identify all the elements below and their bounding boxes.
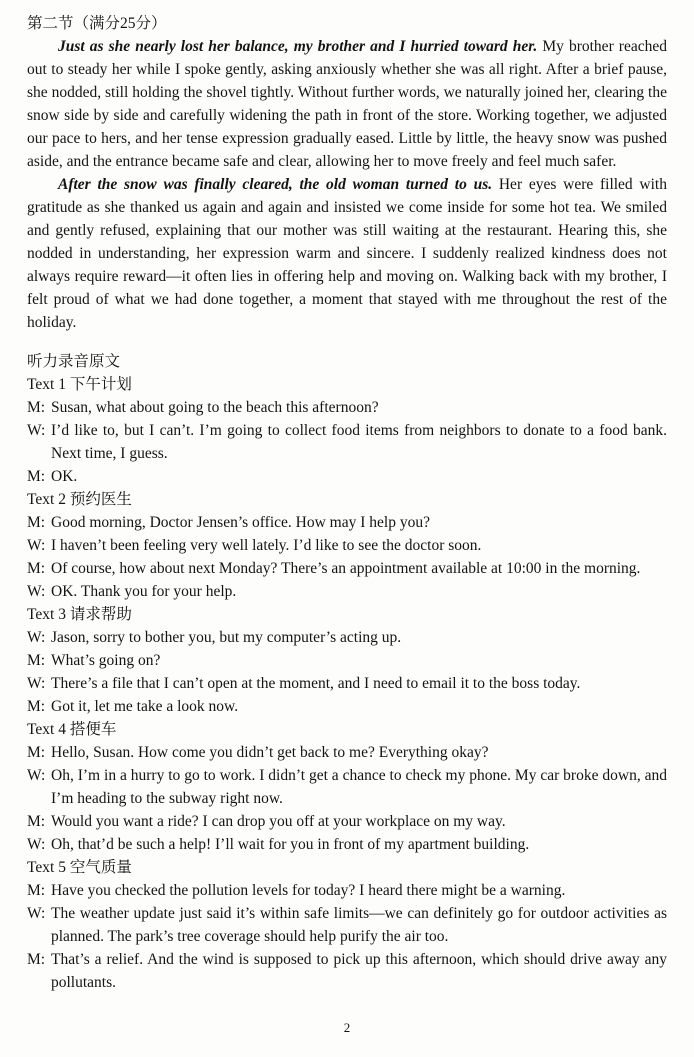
speech-text: OK. (51, 468, 78, 485)
speech-text: Oh, I’m in a hurry to go to work. I didn’t get a chance to check my phone. My car broke down, and I’m heading to the subway right now. (51, 767, 667, 807)
speaker-label: M: (27, 813, 46, 830)
paragraph-1-body: My brother reached out to steady her while I spoke gently, asking anxiously whether she was all right. After a brief pause, she nodded, still holding the shovel tightly. Without further words, we naturally joined her, clearing the snow side by side and carefully widening the path in front of the store. Working together, we adjusted our pace to hers, and her tense expression gradually eased. Little by little, the heavy snow was pushed aside, and the entrance became safe and clear, allowing her to move freely and feel much safer. (27, 38, 667, 170)
paragraph-2-lead: After the snow was finally cleared, the old woman turned to us. (58, 176, 493, 193)
speaker-label: M: (27, 882, 46, 899)
speech-text: Would you want a ride? I can drop you off at your workplace on my way. (51, 813, 506, 830)
dialogue-line (27, 534, 667, 557)
speaker-label: M: (27, 951, 46, 968)
dialogue-line (27, 764, 667, 810)
speaker-label: W: (27, 629, 46, 646)
speech-text: I’d like to, but I can’t. I’m going to collect food items from neighbors to donate to a food bank. Next time, I guess. (51, 422, 667, 462)
speaker-label: M: (27, 399, 46, 416)
text-title: Text 3 请求帮助 (27, 606, 132, 623)
speech-text: Have you checked the pollution levels for today? I heard there might be a warning. (51, 882, 566, 899)
dialogue-line (27, 833, 667, 856)
dialogue-line (27, 465, 667, 488)
transcript-sections (27, 373, 667, 994)
speaker-label: M: (27, 744, 46, 761)
transcript-heading: 听力录音原文 (27, 353, 121, 370)
speaker-label: W: (27, 905, 46, 922)
dialogue-line (27, 649, 667, 672)
dialogue-line (27, 672, 667, 695)
text-title: Text 2 预约医生 (27, 491, 132, 508)
paragraph-1-lead: Just as she nearly lost her balance, my brother and I hurried toward her. (58, 38, 538, 55)
speaker-label: M: (27, 652, 46, 669)
text-title: Text 1 下午计划 (27, 376, 132, 393)
speech-text: What’s going on? (51, 652, 161, 669)
speaker-label: W: (27, 836, 46, 853)
paragraph-2-body: Her eyes were filled with gratitude as she thanked us again and again and insisted we come inside for some hot tea. We smiled and gently refused, explaining that our mother was still waiting at the restaurant. Hearing this, she nodded in understanding, her expression warm and sincere. I suddenly realized kindness does not always require reward—it often lies in offering help and moving on. Walking back with my brother, I felt proud of what we had done together, a moment that stayed with me throughout the rest of the holiday. (27, 176, 667, 331)
speech-text: Oh, that’d be such a help! I’ll wait for you in front of my apartment building. (51, 836, 530, 853)
speaker-label: W: (27, 675, 46, 692)
dialogue-line (27, 879, 667, 902)
dialogue-line (27, 419, 667, 465)
page-number: 2 (343, 1020, 351, 1035)
speech-text: The weather update just said it’s within safe limits—we can definitely go for outdoor activities as planned. The park’s tree coverage should help purify the air too. (51, 905, 667, 945)
speaker-label: W: (27, 422, 46, 439)
dialogue-line (27, 626, 667, 649)
speaker-label: W: (27, 537, 46, 554)
speech-text: Good morning, Doctor Jensen’s office. How may I help you? (51, 514, 430, 531)
essay-paragraph-1 (27, 35, 667, 173)
speaker-label: M: (27, 560, 46, 577)
speech-text: That’s a relief. And the wind is supposed to pick up this afternoon, which should drive away any pollutants. (51, 951, 667, 991)
speaker-label: M: (27, 698, 46, 715)
speech-text: There’s a file that I can’t open at the moment, and I need to email it to the boss today. (51, 675, 581, 692)
speech-text: Hello, Susan. How come you didn’t get back to me? Everything okay? (51, 744, 489, 761)
dialogue-line (27, 810, 667, 833)
speech-text: Of course, how about next Monday? There’s an appointment available at 10:00 in the morning. (51, 560, 641, 577)
speaker-label: W: (27, 767, 46, 784)
dialogue-line (27, 695, 667, 718)
essay-paragraph-2 (27, 173, 667, 334)
dialogue-line (27, 902, 667, 948)
dialogue-line (27, 511, 667, 534)
text-title: Text 4 搭便车 (27, 721, 117, 738)
speech-text: Susan, what about going to the beach this afternoon? (51, 399, 379, 416)
speech-text: OK. Thank you for your help. (51, 583, 237, 600)
speech-text: Jason, sorry to bother you, but my computer’s acting up. (51, 629, 402, 646)
speech-text: Got it, let me take a look now. (51, 698, 239, 715)
dialogue-line (27, 948, 667, 994)
dialogue-line (27, 396, 667, 419)
section-heading: 第二节（满分25分） (27, 15, 167, 32)
dialogue-line (27, 580, 667, 603)
speaker-label: M: (27, 468, 46, 485)
text-title: Text 5 空气质量 (27, 859, 132, 876)
speaker-label: M: (27, 514, 46, 531)
dialogue-line (27, 557, 667, 580)
dialogue-line (27, 741, 667, 764)
speech-text: I haven’t been feeling very well lately. I’d like to see the doctor soon. (51, 537, 482, 554)
speaker-label: W: (27, 583, 46, 600)
